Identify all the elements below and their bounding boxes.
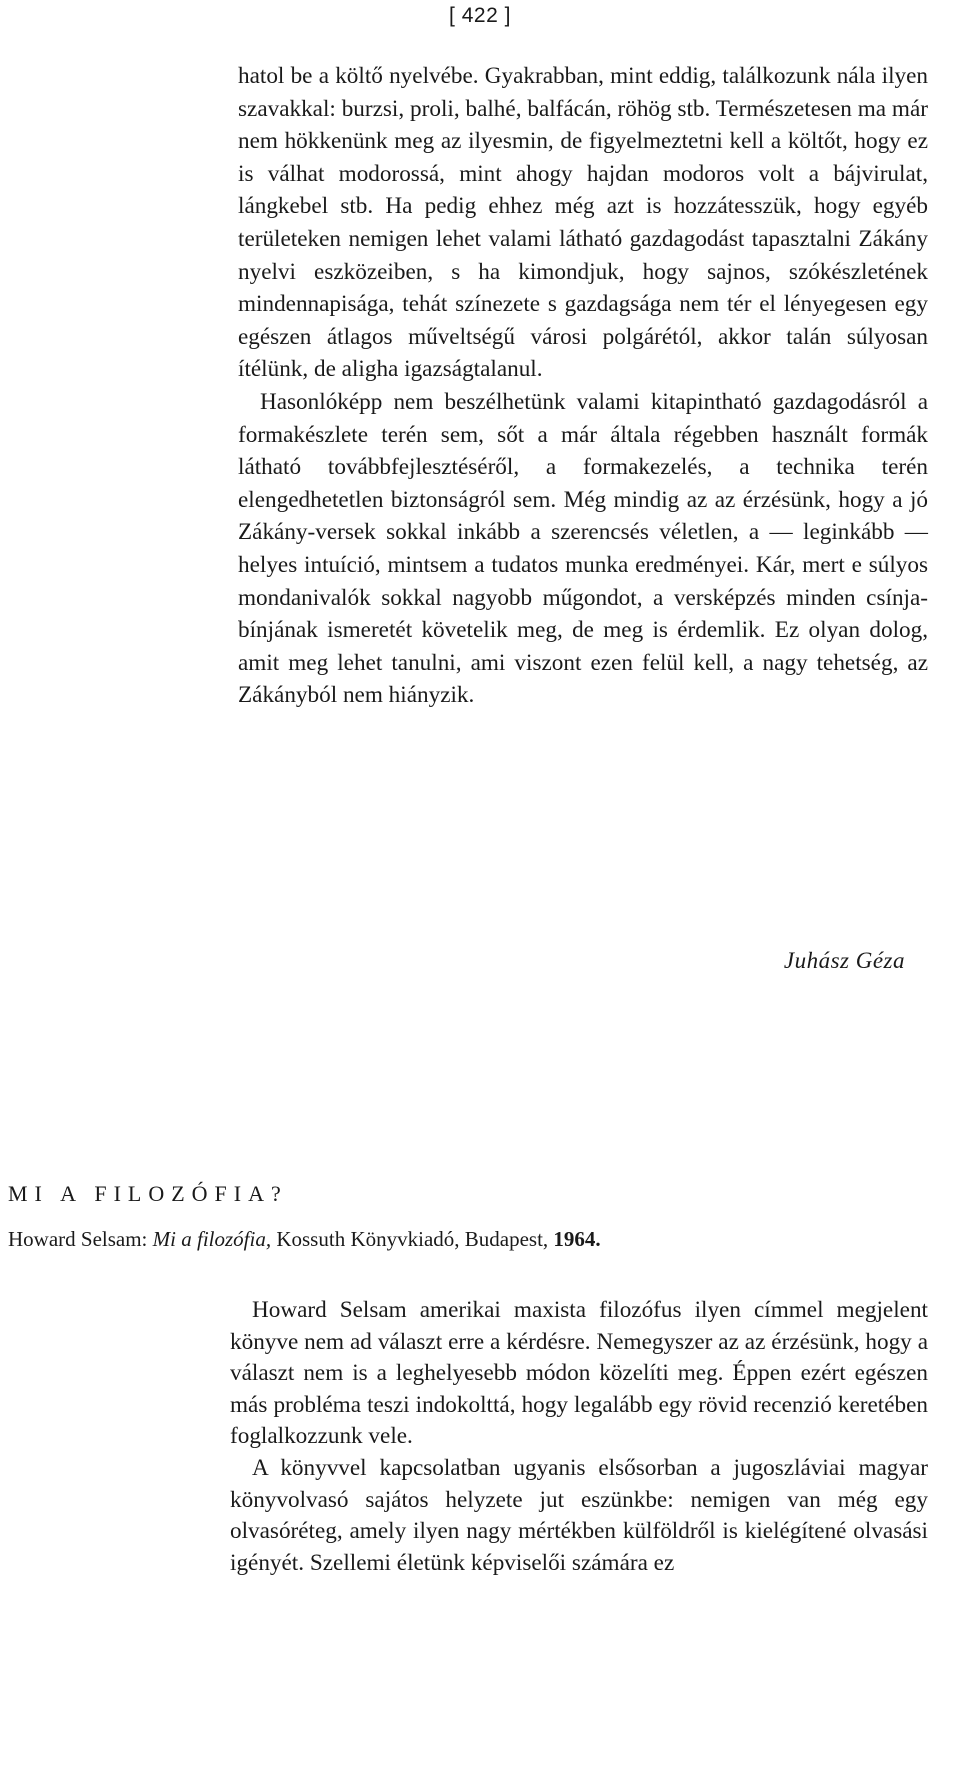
review2-paragraph-1: Howard Selsam amerikai maxista filozófus ilyen címmel megjelent könyve nem ad választ erre a kérdésre. Nemegyszer az az érzésünk, hogy a választ nem is a leghelyesebb módon közelíti meg. Éppen ezért egészen más probléma teszi indokolttá, hogy legalább egy rövid recenzió keretében foglalkozzunk vele. [230, 1297, 928, 1450]
review-body-juhasz [238, 60, 928, 712]
citation-year: 1964. [553, 1227, 601, 1251]
review1-paragraph-2: Hasonlóképp nem beszélhetünk valami kitapintható gazdagodásról a formakészlete terén sem, sőt a már általa régebben használt formák látható továbbfejlesztéséről, a formakezelés, a technika terén elengedhetetlen biztonságról sem. Még mindig az az érzésünk, hogy a jó Zákány-versek sokkal inkább a szerencsés véletlen, a — leginkább — helyes intuíció, mintsem a tudatos munka eredményei. Kár, mert e súlyos mondanivalók sokkal nagyobb műgondot, a versképzés minden csínja-bínjának ismeretét követelik meg, de meg is érdemlik. Ez olyan dolog, amit meg lehet tanulni, ami viszont ezen felül kell, a nagy tehetség, az Zákányból nem hiányzik. [238, 388, 928, 709]
review-body-selsam [230, 1295, 928, 1579]
review2-citation [8, 1227, 601, 1252]
citation-publisher: Kossuth Könyvkiadó, Budapest, [276, 1227, 549, 1251]
review2-paragraph-2: A könyvvel kapcsolatban ugyanis elsősorban a jugoszláviai magyar könyvolvasó sajátos helyzete jut eszünkbe: nemigen van még egy olvasóréteg, amely ilyen nagy mértékben külföldről is kielégítené olvasási igényét. Szellemi életünk képviselői számára ez [230, 1454, 928, 1576]
review1-paragraph-1: hatol be a költő nyelvébe. Gyakrabban, mint eddig, találkozunk nála ilyen szavakkal: burzsi, proli, balhé, balfácán, röhög stb. Természetesen ma már nem hökkenünk meg az ilyesmin, de figyelmeztetni kell a költőt, hogy ez is válhat modorossá, mint ahogy hajdan modoros volt a bájvirulat, lángkebel stb. Ha pedig ehhez még azt is hozzátesszük, hogy egyéb területeken nemigen lehet valami látható gazdagodást tapasztalni Zákány nyelvi eszközeiben, s ha kimondjuk, hogy sajnos, szókészletének mindennapisága, tehát színezete s gazdagsága nem tér el lényegesen egy egészen átlagos műveltségű városi polgárétól, akkor talán súlyosan ítélünk, de aligha igazságtalanul. [238, 63, 928, 383]
citation-title: Mi a filozófia, [152, 1227, 272, 1251]
page-number: [ 422 ] [449, 4, 511, 27]
review2-heading: MI A FILOZÓFIA? [8, 1181, 288, 1206]
citation-author: Howard Selsam: [8, 1227, 148, 1251]
review1-author-signature: Juhász Géza [783, 948, 905, 973]
